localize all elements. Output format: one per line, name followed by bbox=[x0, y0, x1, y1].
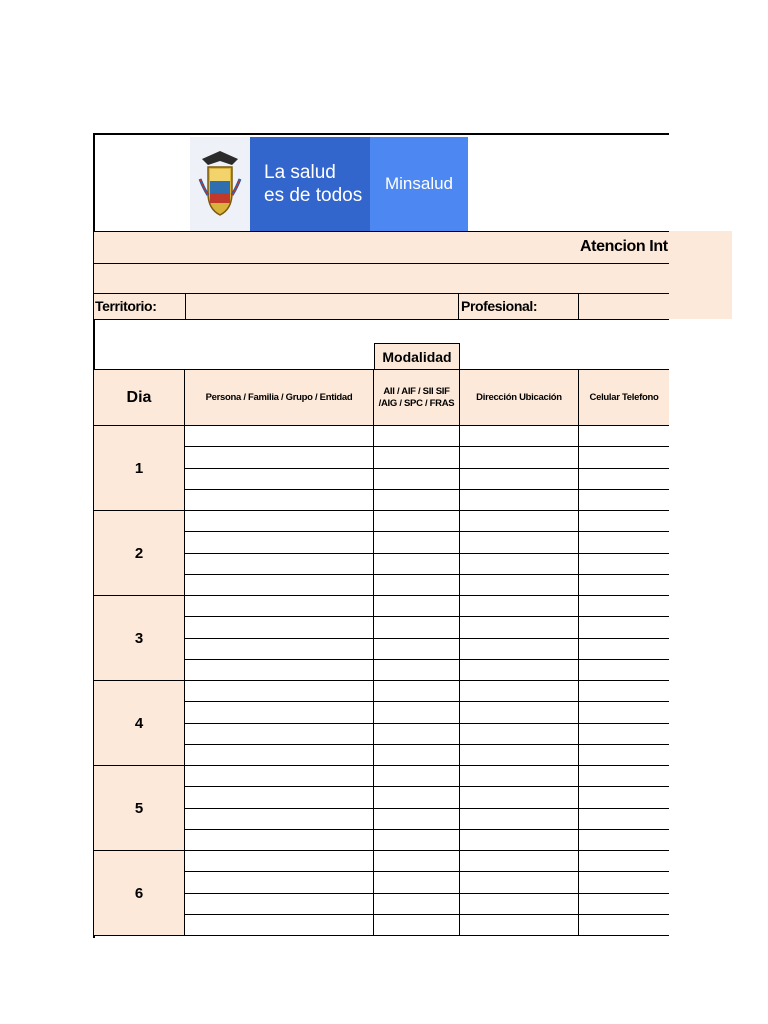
column-header-persona-label: Persona / Familia / Grupo / Entidad bbox=[205, 391, 353, 403]
table-cell-persona[interactable] bbox=[185, 660, 374, 681]
table-cell-persona[interactable] bbox=[185, 575, 374, 596]
table-cell-persona[interactable] bbox=[185, 681, 374, 702]
table-cell-celular[interactable] bbox=[579, 426, 669, 447]
table-cell-persona[interactable] bbox=[185, 617, 374, 638]
table-cell-persona[interactable] bbox=[185, 426, 374, 447]
table-cell-direccion[interactable] bbox=[460, 851, 579, 872]
table-cell-persona[interactable] bbox=[185, 915, 374, 936]
table-cell-direccion[interactable] bbox=[460, 511, 579, 532]
table-cell-direccion[interactable] bbox=[460, 745, 579, 766]
table-cell-celular[interactable] bbox=[579, 639, 669, 660]
day-number: 4 bbox=[134, 714, 144, 732]
day-number: 1 bbox=[134, 459, 144, 477]
table-cell-modalidad[interactable] bbox=[374, 639, 460, 660]
table-cell-modalidad[interactable] bbox=[374, 660, 460, 681]
table-cell-direccion[interactable] bbox=[460, 596, 579, 617]
day-cell bbox=[94, 596, 185, 681]
modalidad-header bbox=[374, 343, 460, 370]
table-cell-persona[interactable] bbox=[185, 872, 374, 893]
table-cell-direccion[interactable] bbox=[460, 894, 579, 915]
table-cell-celular[interactable] bbox=[579, 830, 669, 851]
column-header-persona bbox=[185, 369, 374, 426]
table-cell-persona[interactable] bbox=[185, 532, 374, 553]
table-cell-direccion[interactable] bbox=[460, 681, 579, 702]
table-cell-celular[interactable] bbox=[579, 511, 669, 532]
day-cell bbox=[94, 851, 185, 936]
day-number: 3 bbox=[134, 629, 144, 647]
modalidad-header-label: Modalidad bbox=[382, 348, 452, 365]
table-cell-persona[interactable] bbox=[185, 724, 374, 745]
table-cell-celular[interactable] bbox=[579, 872, 669, 893]
table-cell-persona[interactable] bbox=[185, 851, 374, 872]
table-cell-direccion[interactable] bbox=[460, 787, 579, 808]
table-cell-celular[interactable] bbox=[579, 554, 669, 575]
rule bbox=[94, 263, 669, 264]
column-header-modalidad bbox=[374, 369, 460, 426]
day-cell bbox=[94, 681, 185, 766]
table-cell-persona[interactable] bbox=[185, 596, 374, 617]
table-cell-modalidad[interactable] bbox=[374, 681, 460, 702]
table-cell-persona[interactable] bbox=[185, 490, 374, 511]
table-cell-direccion[interactable] bbox=[460, 830, 579, 851]
table-cell-modalidad[interactable] bbox=[374, 447, 460, 468]
table-cell-direccion[interactable] bbox=[460, 915, 579, 936]
table-cell-modalidad[interactable] bbox=[374, 724, 460, 745]
table-cell-celular[interactable] bbox=[579, 617, 669, 638]
table-cell-persona[interactable] bbox=[185, 469, 374, 490]
logo-brand: Minsalud bbox=[370, 137, 468, 231]
table-cell-direccion[interactable] bbox=[460, 702, 579, 723]
table-cell-direccion[interactable] bbox=[460, 575, 579, 596]
table-cell-modalidad[interactable] bbox=[374, 766, 460, 787]
table-cell-celular[interactable] bbox=[579, 809, 669, 830]
table-cell-direccion[interactable] bbox=[460, 809, 579, 830]
table-cell-modalidad[interactable] bbox=[374, 851, 460, 872]
table-cell-direccion[interactable] bbox=[460, 426, 579, 447]
table-cell-modalidad[interactable] bbox=[374, 702, 460, 723]
table-cell-modalidad[interactable] bbox=[374, 894, 460, 915]
column-header-modalidad-label: AII / AIF / SII SIF /AIG / SPC / FRAS bbox=[378, 385, 455, 409]
table-cell-persona[interactable] bbox=[185, 894, 374, 915]
table-cell-modalidad[interactable] bbox=[374, 426, 460, 447]
colombia-coat-of-arms-icon bbox=[190, 137, 250, 231]
day-cell bbox=[94, 426, 185, 511]
day-number: 5 bbox=[134, 799, 144, 817]
table-cell-persona[interactable] bbox=[185, 766, 374, 787]
table-cell-direccion[interactable] bbox=[460, 490, 579, 511]
day-number: 6 bbox=[134, 884, 144, 902]
table-cell-celular[interactable] bbox=[579, 447, 669, 468]
table-cell-modalidad[interactable] bbox=[374, 575, 460, 596]
minsalud-logo bbox=[190, 137, 468, 231]
logo-slogan-line1: La salud bbox=[264, 162, 336, 183]
territorio-label: Territorio: bbox=[95, 298, 157, 314]
table-cell-direccion[interactable] bbox=[460, 469, 579, 490]
table-cell-direccion[interactable] bbox=[460, 554, 579, 575]
column-header-dia bbox=[94, 369, 185, 426]
table-cell-modalidad[interactable] bbox=[374, 617, 460, 638]
table-cell-celular[interactable] bbox=[579, 660, 669, 681]
table-cell-modalidad[interactable] bbox=[374, 872, 460, 893]
table-cell-celular[interactable] bbox=[579, 681, 669, 702]
profesional-field[interactable] bbox=[578, 294, 669, 319]
table-cell-direccion[interactable] bbox=[460, 617, 579, 638]
table-cell-celular[interactable] bbox=[579, 787, 669, 808]
page-title: Atencion Int bbox=[580, 238, 668, 255]
table-cell-modalidad[interactable] bbox=[374, 490, 460, 511]
rule bbox=[94, 231, 669, 232]
logo-slogan-line2: es de todos bbox=[264, 185, 363, 206]
table-cell-modalidad[interactable] bbox=[374, 915, 460, 936]
table-cell-celular[interactable] bbox=[579, 702, 669, 723]
table-cell-direccion[interactable] bbox=[460, 660, 579, 681]
table-cell-persona[interactable] bbox=[185, 830, 374, 851]
table-cell-direccion[interactable] bbox=[460, 447, 579, 468]
table-cell-direccion[interactable] bbox=[460, 872, 579, 893]
logo-slogan bbox=[250, 137, 370, 231]
table-cell-modalidad[interactable] bbox=[374, 532, 460, 553]
table-cell-persona[interactable] bbox=[185, 787, 374, 808]
table-cell-celular[interactable] bbox=[579, 894, 669, 915]
table-cell-modalidad[interactable] bbox=[374, 830, 460, 851]
column-header-direccion bbox=[460, 369, 579, 426]
table-cell-modalidad[interactable] bbox=[374, 554, 460, 575]
table-cell-modalidad[interactable] bbox=[374, 745, 460, 766]
table-cell-direccion[interactable] bbox=[460, 532, 579, 553]
profesional-label: Profesional: bbox=[461, 298, 538, 314]
day-cell bbox=[94, 511, 185, 596]
table-cell-modalidad[interactable] bbox=[374, 809, 460, 830]
table-cell-modalidad[interactable] bbox=[374, 596, 460, 617]
table-cell-celular[interactable] bbox=[579, 469, 669, 490]
table-cell-persona[interactable] bbox=[185, 511, 374, 532]
table-cell-celular[interactable] bbox=[579, 532, 669, 553]
table-cell-direccion[interactable] bbox=[460, 766, 579, 787]
table-cell-celular[interactable] bbox=[579, 724, 669, 745]
table-cell-celular[interactable] bbox=[579, 490, 669, 511]
table-cell-celular[interactable] bbox=[579, 851, 669, 872]
table-cell-direccion[interactable] bbox=[460, 639, 579, 660]
column-header-dia-label: Dia bbox=[126, 388, 152, 406]
table-cell-persona[interactable] bbox=[185, 745, 374, 766]
table-cell-direccion[interactable] bbox=[460, 724, 579, 745]
rule bbox=[94, 319, 669, 320]
table-cell-persona[interactable] bbox=[185, 702, 374, 723]
table-cell-persona[interactable] bbox=[185, 554, 374, 575]
table-cell-modalidad[interactable] bbox=[374, 787, 460, 808]
table-cell-modalidad[interactable] bbox=[374, 511, 460, 532]
territorio-field[interactable] bbox=[185, 294, 459, 319]
table-cell-persona[interactable] bbox=[185, 639, 374, 660]
column-header-celular-label: Celular Telefono bbox=[589, 391, 659, 403]
table-cell-celular[interactable] bbox=[579, 596, 669, 617]
table-cell-modalidad[interactable] bbox=[374, 469, 460, 490]
sheet-top-border bbox=[94, 133, 669, 135]
table-cell-celular[interactable] bbox=[579, 766, 669, 787]
day-cell bbox=[94, 766, 185, 851]
table-cell-persona[interactable] bbox=[185, 809, 374, 830]
table-cell-celular[interactable] bbox=[579, 745, 669, 766]
table-cell-persona[interactable] bbox=[185, 447, 374, 468]
table-cell-celular[interactable] bbox=[579, 915, 669, 936]
column-header-celular bbox=[579, 369, 669, 426]
day-number: 2 bbox=[134, 544, 144, 562]
table-cell-celular[interactable] bbox=[579, 575, 669, 596]
column-header-direccion-label: Dirección Ubicación bbox=[476, 391, 562, 403]
